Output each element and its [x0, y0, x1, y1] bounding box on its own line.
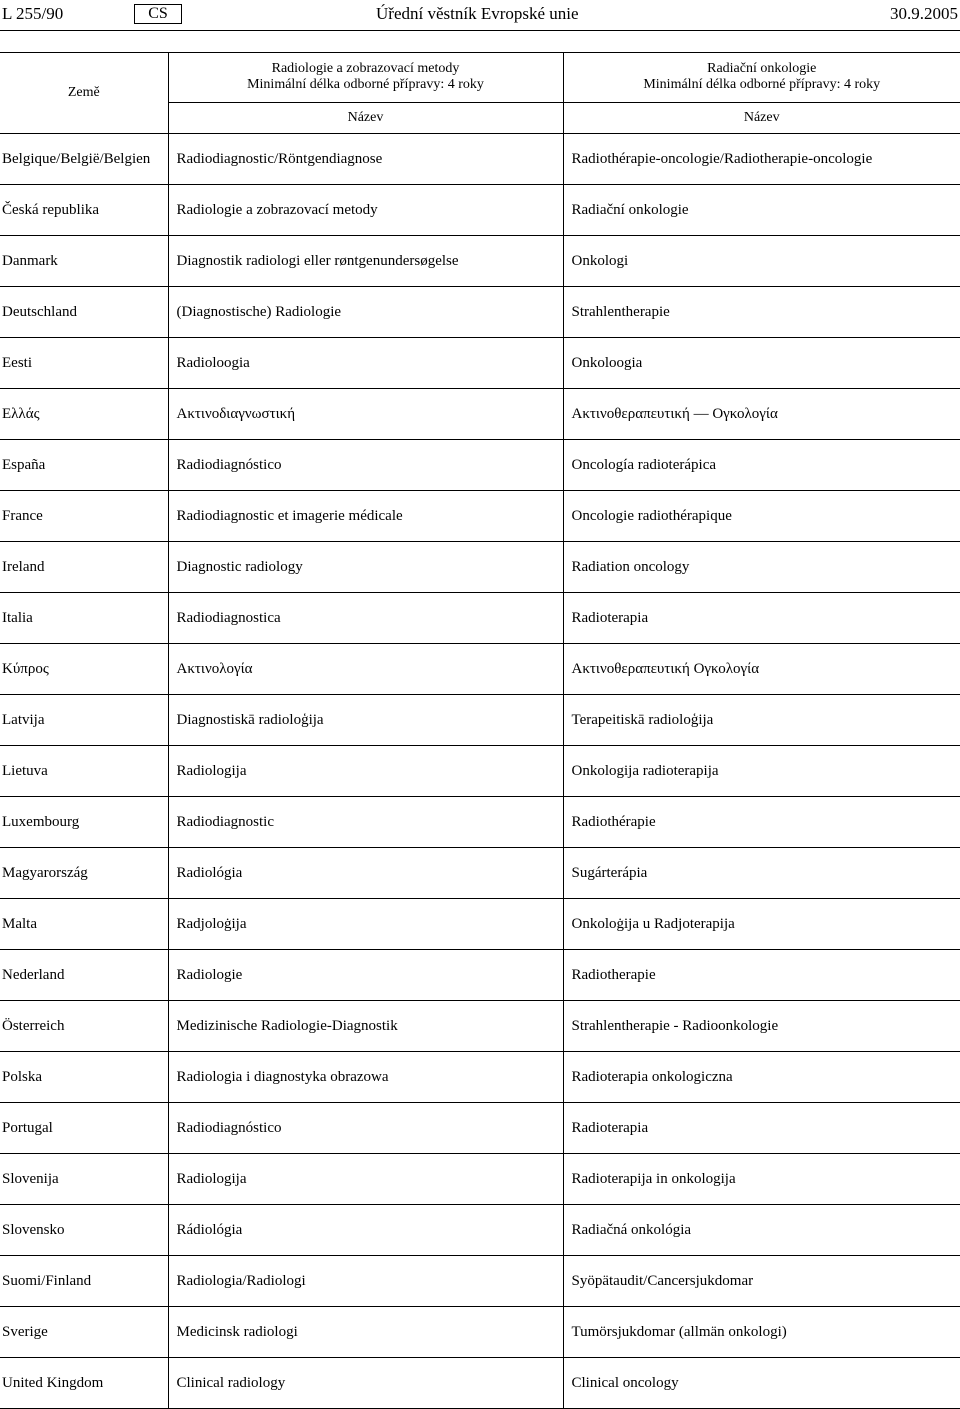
table-row [0, 1001, 960, 1052]
radiology-title-cell: Radiodiagnostic et imagerie médicale [168, 491, 563, 542]
table-row [0, 440, 960, 491]
oncology-title-cell: Strahlentherapie - Radioonkologie [563, 1001, 960, 1052]
oncology-training-duration: Minimální délka odborné přípravy: 4 roky [564, 77, 960, 93]
specialty-table [0, 52, 960, 1409]
country-cell: Suomi/Finland [0, 1256, 168, 1307]
radiology-title-cell: Radiologija [168, 1154, 563, 1205]
country-cell: Italia [0, 593, 168, 644]
oncology-title-cell: Radiothérapie-oncologie/Radiotherapie-oncologie [563, 134, 960, 185]
country-cell: Lietuva [0, 746, 168, 797]
radiology-training-duration: Minimální délka odborné přípravy: 4 roky [169, 77, 563, 93]
country-column-header: Země [0, 53, 168, 134]
radiology-title-cell: Diagnostik radiologi eller røntgenundersøgelse [168, 236, 563, 287]
oncology-title-cell: Radiačná onkológia [563, 1205, 960, 1256]
table-row [0, 236, 960, 287]
table-row [0, 491, 960, 542]
table-row [0, 797, 960, 848]
country-cell: Ελλάς [0, 389, 168, 440]
radiology-title-cell: Radiodiagnostic/Röntgendiagnose [168, 134, 563, 185]
radiology-title-cell: (Diagnostische) Radiologie [168, 287, 563, 338]
radiology-title-cell: Medicinsk radiologi [168, 1307, 563, 1358]
radiology-title-cell: Radiodiagnóstico [168, 1103, 563, 1154]
country-cell: Sverige [0, 1307, 168, 1358]
oncology-title-cell: Onkologija radioterapija [563, 746, 960, 797]
table-row [0, 134, 960, 185]
radiology-title-cell: Diagnostiskā radioloģija [168, 695, 563, 746]
country-cell: Česká republika [0, 185, 168, 236]
table-row [0, 848, 960, 899]
radiology-title-cell: Radiologie a zobrazovací metody [168, 185, 563, 236]
oncology-title-cell: Radiotherapie [563, 950, 960, 1001]
country-cell: Latvija [0, 695, 168, 746]
table-row [0, 1205, 960, 1256]
oncology-title-cell: Syöpätaudit/Cancersjukdomar [563, 1256, 960, 1307]
country-cell: United Kingdom [0, 1358, 168, 1409]
oncology-column-header [563, 53, 960, 103]
oncology-title-cell: Radioterapia [563, 1103, 960, 1154]
radiology-title-cell: Radjoloġija [168, 899, 563, 950]
country-cell: Slovensko [0, 1205, 168, 1256]
oncology-name-subheader: Název [563, 102, 960, 133]
table-row [0, 746, 960, 797]
country-cell: Slovenija [0, 1154, 168, 1205]
oncology-title-cell: Radiothérapie [563, 797, 960, 848]
oncology-title-cell: Radioterapia [563, 593, 960, 644]
oncology-title-cell: Onkoloġija u Radjoterapija [563, 899, 960, 950]
radiology-title-cell: Radiodiagnostic [168, 797, 563, 848]
oncology-title-cell: Sugárterápia [563, 848, 960, 899]
country-cell: Polska [0, 1052, 168, 1103]
radiology-title-cell: Radiologie [168, 950, 563, 1001]
radiology-title-cell: Radioloogia [168, 338, 563, 389]
table-row [0, 287, 960, 338]
oncology-title-cell: Strahlentherapie [563, 287, 960, 338]
table-body [0, 134, 960, 1409]
table-row [0, 389, 960, 440]
table-row [0, 695, 960, 746]
country-cell: España [0, 440, 168, 491]
table-row [0, 644, 960, 695]
table-row [0, 542, 960, 593]
country-cell: Magyarország [0, 848, 168, 899]
radiology-title-cell: Radiologija [168, 746, 563, 797]
radiology-name-subheader: Název [168, 102, 563, 133]
country-cell: Ireland [0, 542, 168, 593]
oncology-title-cell: Terapeitiskā radioloģija [563, 695, 960, 746]
oncology-title-cell: Radiační onkologie [563, 185, 960, 236]
country-cell: Danmark [0, 236, 168, 287]
oncology-title-cell: Radioterapija in onkologija [563, 1154, 960, 1205]
oncology-title-cell: Onkologi [563, 236, 960, 287]
oncology-title-cell: Radioterapia onkologiczna [563, 1052, 960, 1103]
radiology-title-cell: Radiodiagnóstico [168, 440, 563, 491]
language-badge: CS [134, 4, 182, 24]
page-header [0, 0, 960, 30]
radiology-title-cell: Radiológia [168, 848, 563, 899]
table-row [0, 1103, 960, 1154]
journal-title: Úřední věstník Evropské unie [376, 4, 579, 24]
oncology-title-cell: Radiation oncology [563, 542, 960, 593]
oncology-title-cell: Oncología radioterápica [563, 440, 960, 491]
radiology-title-cell: Diagnostic radiology [168, 542, 563, 593]
journal-reference: L 255/90 [2, 4, 63, 24]
table-row [0, 593, 960, 644]
publication-date: 30.9.2005 [890, 4, 958, 24]
table-row [0, 899, 960, 950]
country-cell: Luxembourg [0, 797, 168, 848]
radiology-title-cell: Radiologia i diagnostyka obrazowa [168, 1052, 563, 1103]
country-cell: Malta [0, 899, 168, 950]
oncology-title-cell: Clinical oncology [563, 1358, 960, 1409]
radiology-title-cell: Ακτινολογία [168, 644, 563, 695]
country-cell: France [0, 491, 168, 542]
radiology-column-header [168, 53, 563, 103]
country-cell: Österreich [0, 1001, 168, 1052]
radiology-title-cell: Clinical radiology [168, 1358, 563, 1409]
header-divider [0, 30, 960, 31]
table-row [0, 185, 960, 236]
country-cell: Eesti [0, 338, 168, 389]
oncology-specialty-title: Radiační onkologie [564, 61, 960, 77]
table-row [0, 338, 960, 389]
table-row [0, 1256, 960, 1307]
table-row [0, 1154, 960, 1205]
table-row [0, 1358, 960, 1409]
table-row [0, 950, 960, 1001]
oncology-title-cell: Onkoloogia [563, 338, 960, 389]
table-row [0, 1307, 960, 1358]
table-row [0, 1052, 960, 1103]
radiology-title-cell: Ακτινοδιαγνωστική [168, 389, 563, 440]
oncology-title-cell: Oncologie radiothérapique [563, 491, 960, 542]
radiology-title-cell: Medizinische Radiologie-Diagnostik [168, 1001, 563, 1052]
radiology-specialty-title: Radiologie a zobrazovací metody [169, 61, 563, 77]
country-cell: Κύπρος [0, 644, 168, 695]
radiology-title-cell: Radiodiagnostica [168, 593, 563, 644]
oncology-title-cell: Ακτινοθεραπευτική Ογκολογία [563, 644, 960, 695]
radiology-title-cell: Rádiológia [168, 1205, 563, 1256]
country-cell: Portugal [0, 1103, 168, 1154]
radiology-title-cell: Radiologia/Radiologi [168, 1256, 563, 1307]
country-cell: Deutschland [0, 287, 168, 338]
oncology-title-cell: Tumörsjukdomar (allmän onkologi) [563, 1307, 960, 1358]
oncology-title-cell: Ακτινοθεραπευτική — Ογκολογία [563, 389, 960, 440]
country-cell: Nederland [0, 950, 168, 1001]
country-cell: Belgique/België/Belgien [0, 134, 168, 185]
